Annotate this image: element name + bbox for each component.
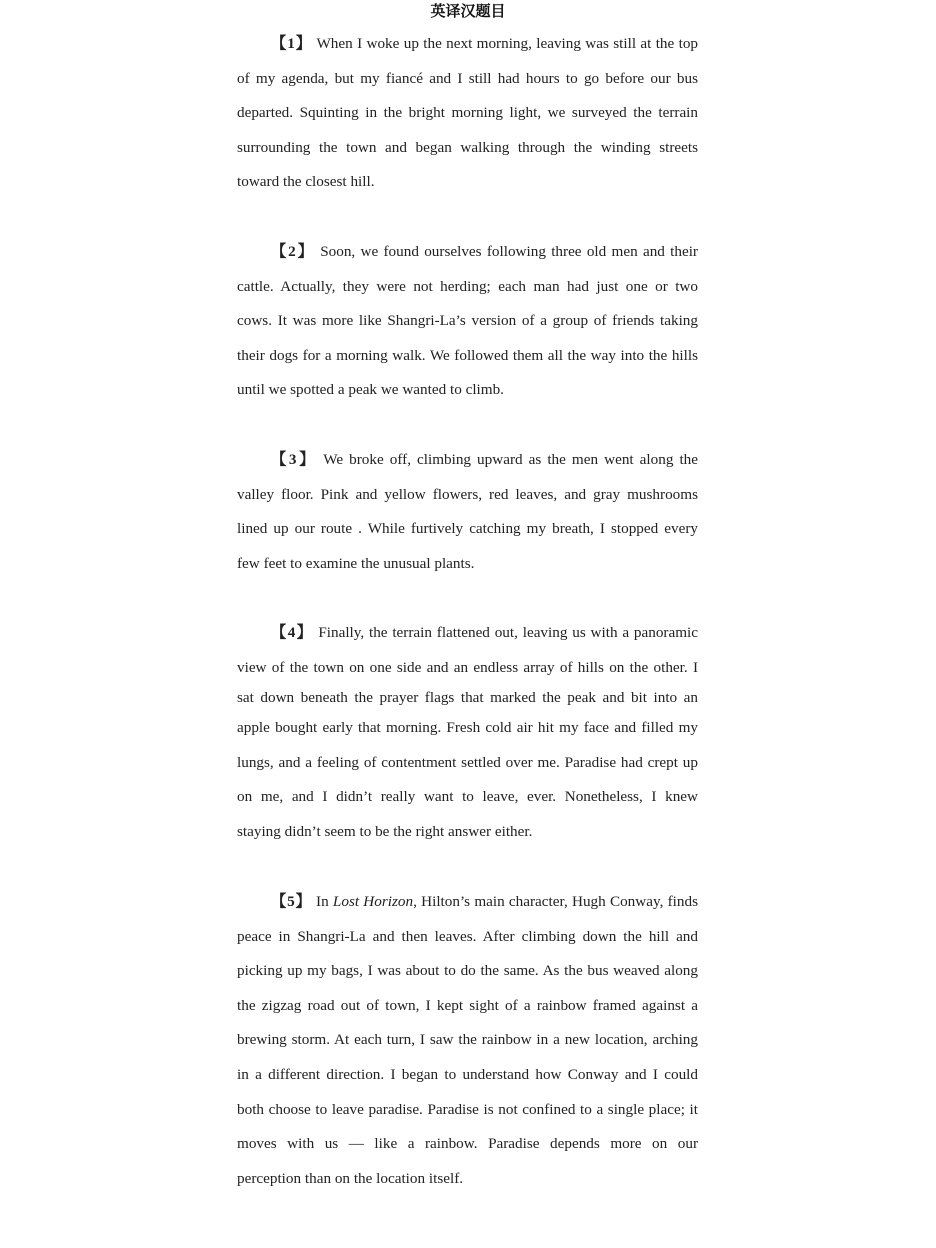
paragraph-4 — [237, 616, 698, 850]
paragraph-line: picking up my bags, I was about to do the same. As the bus weaved along — [237, 962, 698, 980]
book-title: Lost Horizon — [332, 893, 414, 910]
paragraph-number: 【3】 — [271, 451, 318, 468]
paragraph-line: toward the closest hill. — [237, 173, 375, 191]
paragraph-line: peace in Shangri-La and then leaves. After climbing down the hill and — [237, 927, 698, 945]
paragraph-line: until we spotted a peak we wanted to climb. — [237, 381, 504, 399]
paragraph-line: brewing storm. At each turn, I saw the rainbow in a new location, arching — [237, 1031, 698, 1049]
paragraph-line: of my agenda, but my fiancé and I still had hours to go before our bus — [237, 69, 698, 87]
paragraph-line: lungs, and a feeling of contentment settled over me. Paradise had crept up — [237, 753, 698, 771]
paragraph-line: both choose to leave paradise. Paradise is not confined to a single place; it — [237, 1100, 698, 1118]
paragraph-line: in a different direction. I began to understand how Conway and I could — [237, 1065, 698, 1083]
paragraph-1 — [237, 27, 698, 200]
paragraph-line: the zigzag road out of town, I kept sight of a rainbow framed against a — [237, 996, 698, 1014]
paragraph-line: on me, and I didn’t really want to leave, ever. Nonetheless, I knew — [237, 788, 698, 806]
paragraph-line: surrounding the town and began walking through the winding streets — [237, 138, 698, 156]
paragraph-line: 【5】 In Lost Horizon, Hilton’s main character, Hugh Conway, finds — [271, 893, 698, 910]
paragraph-line: 【1】 When I woke up the next morning, leaving was still at the top — [271, 35, 698, 52]
paragraph-2 — [237, 235, 698, 408]
paragraph-line: apple bought early that morning. Fresh cold air hit my face and filled my — [237, 719, 698, 737]
paragraph-5 — [237, 885, 698, 1196]
paragraph-line: 【3】 We broke off, climbing upward as the men went along the — [271, 451, 698, 468]
paragraph-line: cows. It was more like Shangri-La’s version of a group of friends taking — [237, 312, 698, 330]
paragraph-number: 【1】 — [271, 35, 313, 52]
paragraph-number: 【5】 — [271, 893, 312, 910]
paragraph-line: cattle. Actually, they were not herding; each man had just one or two — [237, 277, 698, 295]
paragraph-line: staying didn’t seem to be the right answer either. — [237, 822, 533, 840]
paragraph-line: perception than on the location itself. — [237, 1169, 464, 1187]
paragraph-line: sat down beneath the prayer flags that marked the peak and bit into an — [237, 689, 698, 707]
paragraph-line: moves with us — like a rainbow. Paradise depends more on our — [237, 1135, 698, 1153]
paragraph-number: 【2】 — [271, 243, 315, 260]
paragraph-line: 【2】 Soon, we found ourselves following three old men and their — [271, 243, 698, 260]
paragraph-line: lined up our route . While furtively catching my breath, I stopped every — [237, 520, 698, 538]
paragraph-line: view of the town on one side and an endless array of hills on the other. I — [237, 658, 698, 676]
paragraph-line: valley floor. Pink and yellow flowers, red leaves, and gray mushrooms — [237, 485, 698, 503]
paragraph-line: few feet to examine the unusual plants. — [237, 554, 475, 572]
page-title: 英译汉题目 — [430, 2, 506, 20]
paragraph-line: departed. Squinting in the bright morning light, we surveyed the terrain — [237, 104, 698, 122]
paragraph-number: 【4】 — [271, 624, 314, 641]
paragraph-line: 【4】 Finally, the terrain flattened out, leaving us with a panoramic — [271, 624, 698, 641]
paragraph-3 — [237, 443, 698, 581]
paragraph-line: their dogs for a morning walk. We followed them all the way into the hills — [237, 346, 698, 364]
